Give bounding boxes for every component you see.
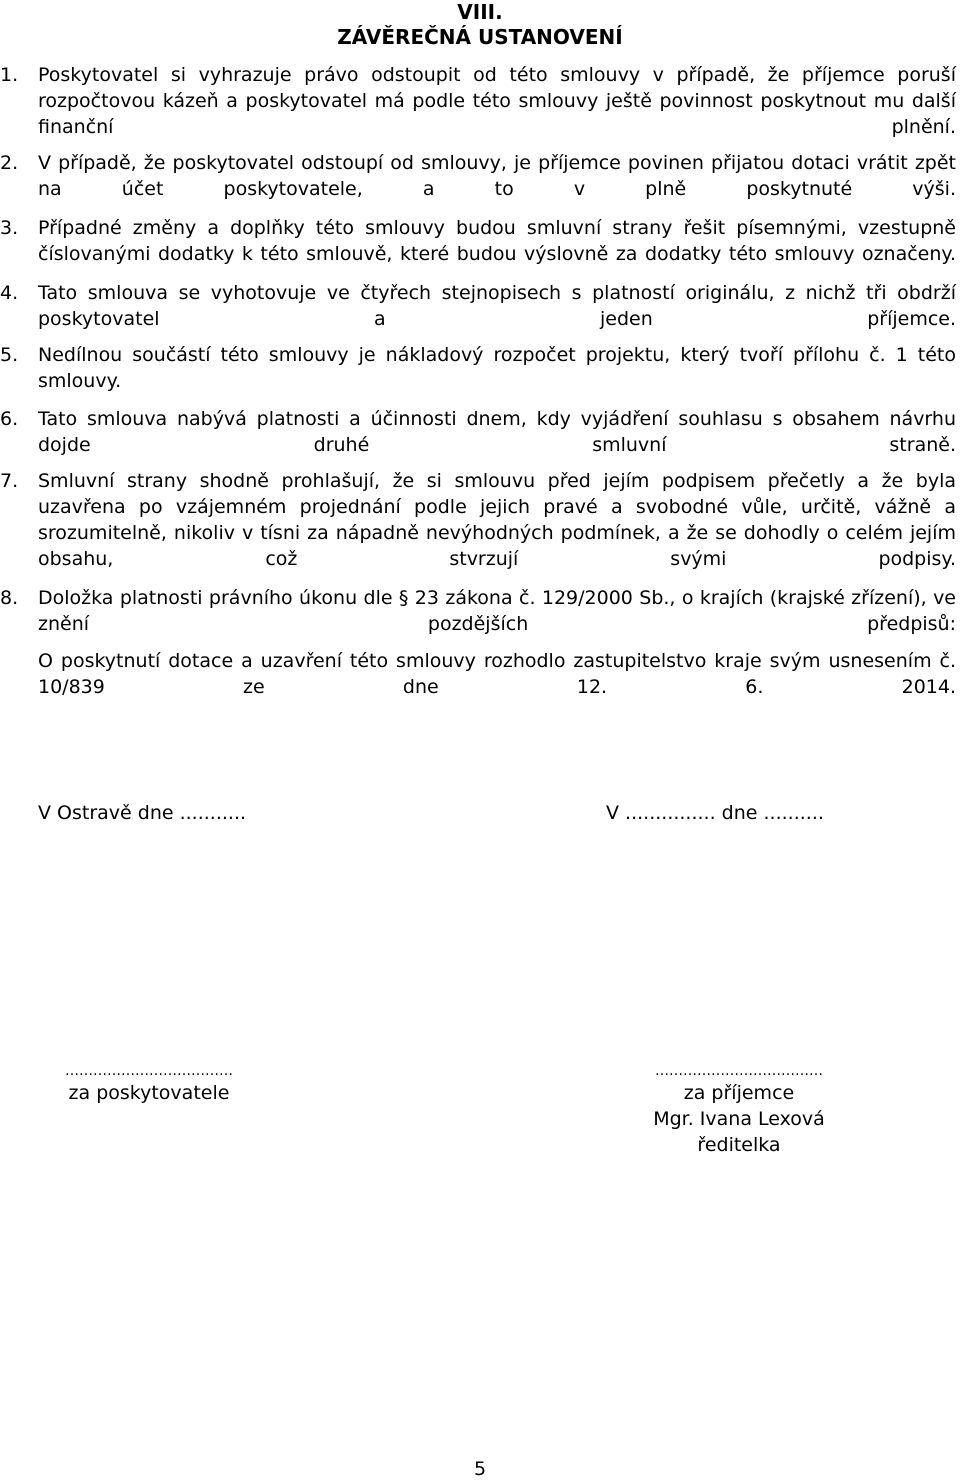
signature-line-right: ………………………………	[655, 1063, 823, 1079]
clause-6-text: Tato smlouva nabývá platnosti a účinnosti dnem, kdy vyjádření souhlasu s obsahem návrhu dojde druhé smluvní straně.	[38, 408, 956, 456]
page-number: 5	[473, 1458, 487, 1480]
clause-2-text: V případě, že poskytovatel odstoupí od smlouvy, je příjemce povinen přijatou dotaci vrátit zpět na účet poskytovatele, a to v plně poskytnuté výši.	[38, 152, 956, 200]
clause-3-text: Případné změny a doplňky této smlouvy budou smluvní strany řešit písemnými, vzestupně číslovanými dodatky k této smlouvě, které budou výslovně za dodatky této smlouvy označeny.	[38, 217, 956, 265]
clause-3-number: 3.	[0, 217, 19, 239]
clause-1-number: 1.	[0, 64, 19, 86]
clause-4-number: 4.	[0, 282, 19, 304]
signature-line-left: ………………………………	[65, 1063, 233, 1079]
clause-5-text: Nedílnou součástí této smlouvy je nákladový rozpočet projektu, který tvoří přílohu č. 1 této smlouvy.	[38, 344, 956, 392]
place-date-left: V Ostravě dne ...........	[38, 802, 247, 824]
clause-7-text: Smluvní strany shodně prohlašují, že si smlouvu před jejím podpisem přečetly a že byla uzavřena po vzájemném projednání podle jejich pravé a svobodné vůle, určitě, vážně a srozumitelně, nikoliv v tísni za nápadně nevýhodných podmínek, a že se dohodly o celém jejím obsahu, což stvrzují svými podpisy.	[38, 470, 956, 570]
section-heading-title: ZÁVĚREČNÁ USTANOVENÍ	[337, 25, 623, 49]
clause-2-number: 2.	[0, 152, 19, 174]
signatory-name: Mgr. Ivana Lexová	[653, 1108, 825, 1130]
clause-7-number: 7.	[0, 470, 19, 492]
approval-note: O poskytnutí dotace a uzavření této smlouvy rozhodlo zastupitelstvo kraje svým usnesením č. 10/839 ze dne 12. 6. 2014.	[38, 650, 956, 698]
signature-label-right: za příjemce	[683, 1082, 795, 1104]
clause-6-number: 6.	[0, 408, 19, 430]
clause-1-text: Poskytovatel si vyhrazuje právo odstoupit od této smlouvy v případě, že příjemce poruší rozpočtovou kázeň a poskytovatel má podle této smlouvy ještě povinnost poskytnout mu další finanční plnění.	[38, 64, 956, 138]
signatory-role: ředitelka	[697, 1134, 781, 1156]
clause-5-number: 5.	[0, 344, 19, 366]
clause-4-text: Tato smlouva se vyhotovuje ve čtyřech stejnopisech s platností originálu, z nichž tři obdrží poskytovatel a jeden příjemce.	[38, 282, 956, 330]
section-heading-number: VIII.	[457, 0, 503, 24]
place-date-right: V ............... dne ..........	[606, 802, 824, 824]
clause-8-number: 8.	[0, 587, 19, 609]
clause-8-text: Doložka platnosti právního úkonu dle § 23 zákona č. 129/2000 Sb., o krajích (krajské zřízení), ve znění pozdějších předpisů:	[38, 587, 956, 635]
signature-label-left: za poskytovatele	[68, 1082, 230, 1104]
